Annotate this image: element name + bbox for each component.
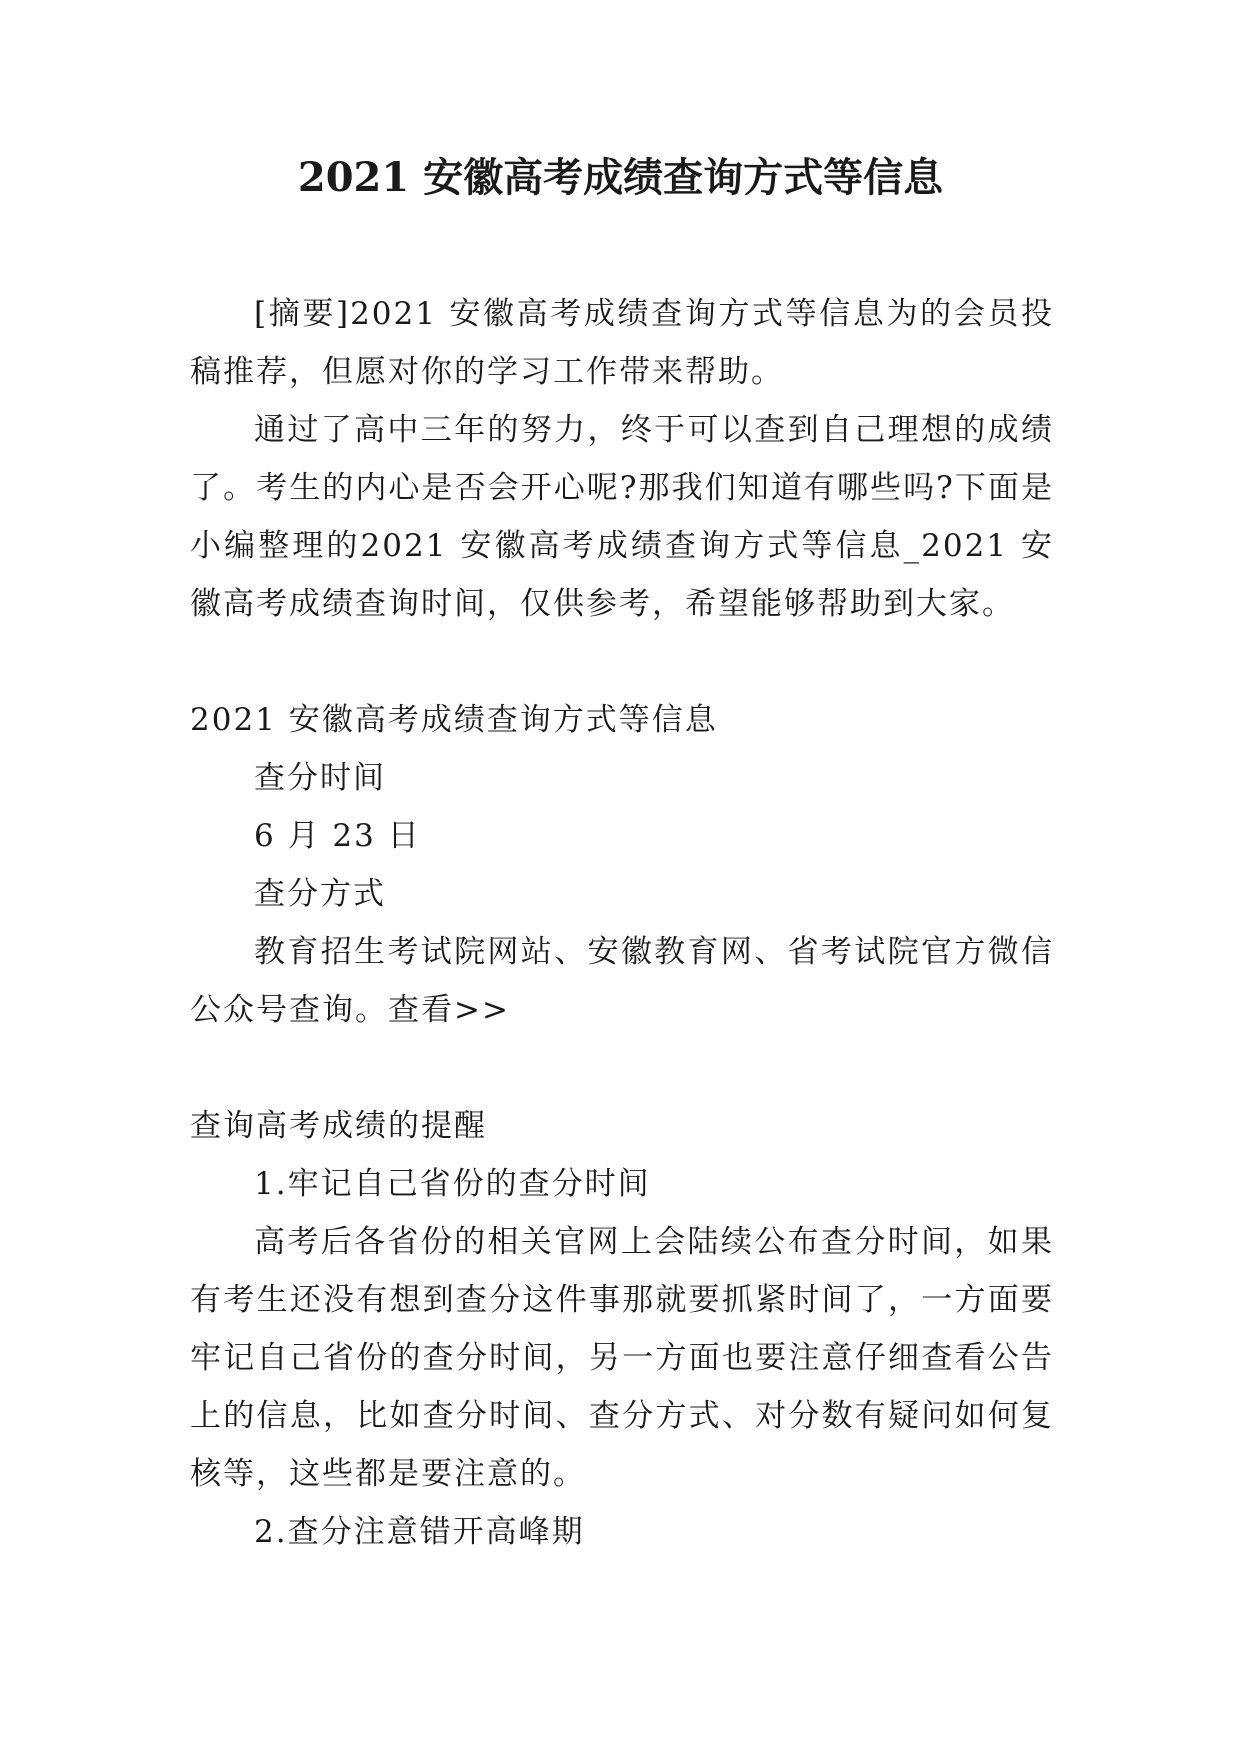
abstract-paragraph	[190, 285, 1054, 401]
document-title: 2021 安徽高考成绩查询方式等信息	[297, 154, 944, 201]
intro-paragraph: 通过了高中三年的努力，终于可以查到自己理想的成绩了。考生的内心是否会开心呢?那我们知道有哪些吗?下面是小编整理的2021 安徽高考成绩查询方式等信息_2021 安徽高考成绩查询时间，仅供参考，希望能够帮助到大家。	[190, 412, 1054, 622]
query-method-text: 教育招生考试院网站、安徽教育网、省考试院官方微信公众号查询。	[190, 934, 1054, 1028]
query-time-value: 6 月 23 日	[254, 818, 421, 854]
reminder-item1-text: 高考后各省份的相关官网上会陆续公布查分时间，如果有考生还没有想到查分这件事那就要抓紧时间了，一方面要牢记自己省份的查分时间，另一方面也要注意仔细查看公告上的信息，比如查分时间、查分方式、对分数有疑问如何复核等，这些都是要注意的。	[190, 1224, 1054, 1492]
view-more-link[interactable]: 查看>>	[388, 992, 510, 1028]
query-method-label: 查分方式	[254, 876, 386, 912]
abstract-prefix: [摘要]	[254, 296, 351, 332]
abstract-text: 2021 安徽高考成绩查询方式等信息为的会员投稿推荐，但愿对你的学习工作带来帮助。	[190, 296, 1054, 390]
section1-heading: 2021 安徽高考成绩查询方式等信息	[190, 702, 718, 738]
query-time-label: 查分时间	[254, 760, 386, 796]
section2-heading: 查询高考成绩的提醒	[190, 1108, 487, 1144]
reminder-item1-title: 1.牢记自己省份的查分时间	[254, 1166, 651, 1202]
document-body	[190, 285, 1054, 1561]
query-method-paragraph	[190, 923, 1054, 1039]
reminder-item2-title: 2.查分注意错开高峰期	[254, 1514, 585, 1550]
